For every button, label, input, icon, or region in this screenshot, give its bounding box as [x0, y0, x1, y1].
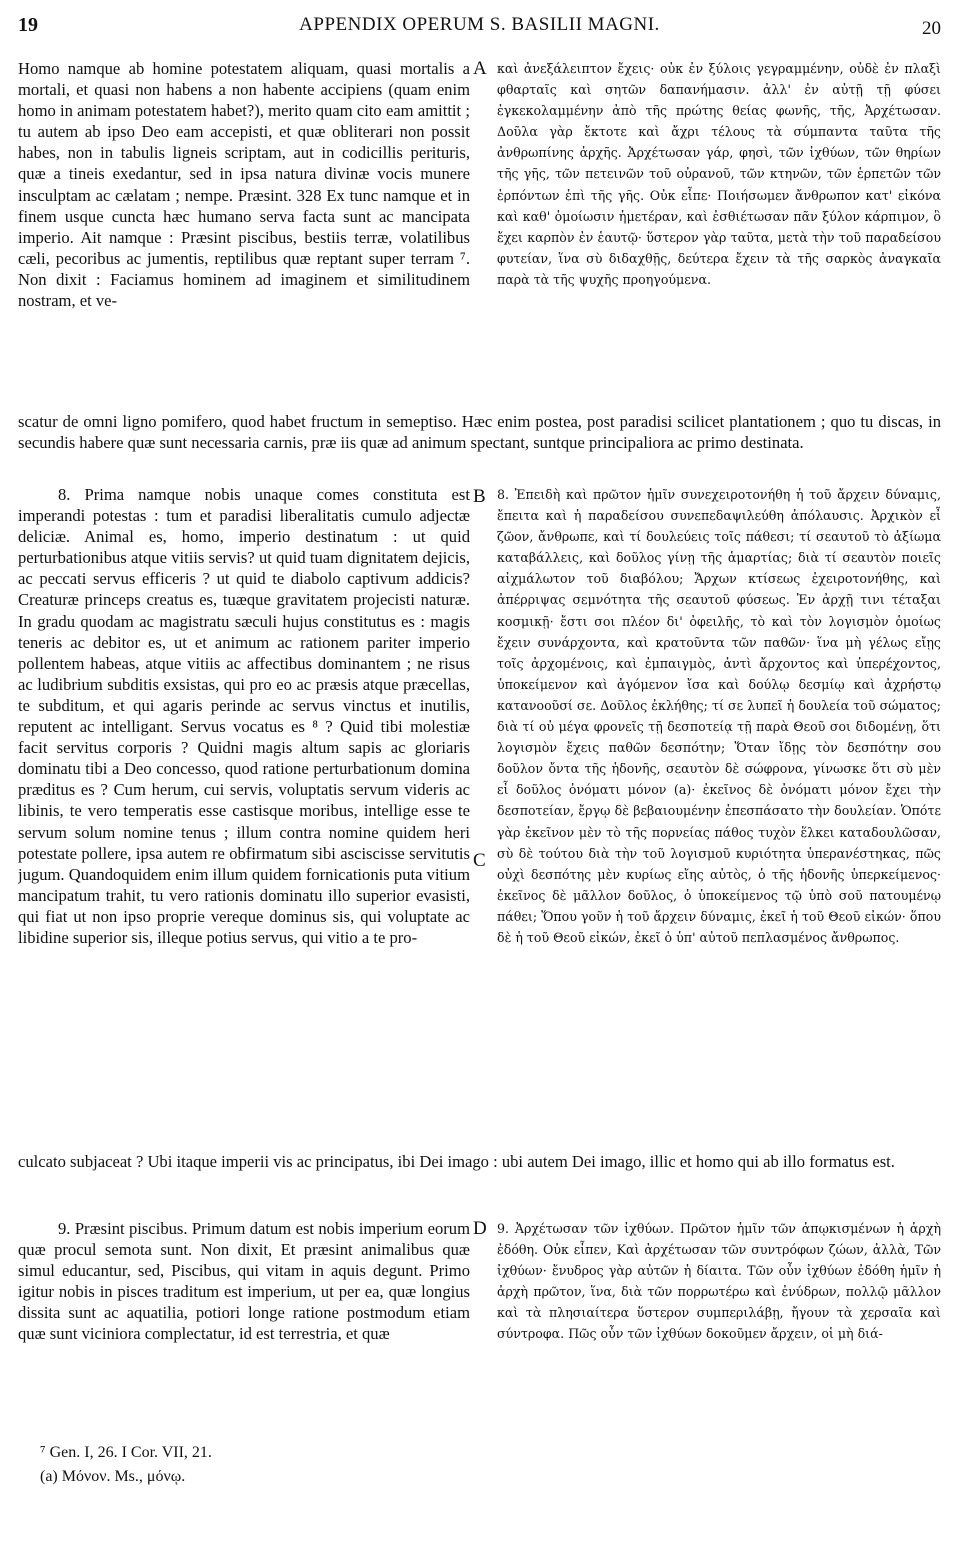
latin-column-1: Homo namque ab homine potestatem aliquam, quasi mortalis a mortali, et quasi non habens a non habente accipiens (quam enim homo in animam potestatem habet?), merito quam cito eam amittit ; tu autem ab ipso Deo eam accepisti, et quæ obliterari non possit habes, non in tabulis ligneis scriptam, aut in codicillis perituris, quæ a tineis exedantur, sed in ipsa natura divinæ vocis munere insculptam ac cælatam ; nempe. Præsint. 328 Ex tunc namque et in finem usque cuncta hæc humano serva facta sunt ac mancipata imperio. Ait namque : Præsint piscibus, bestiis terræ, volatilibus cæli, pecoribus ac jumentis, reptilibus quæ reptant super terram ⁷. Non dixit : Faciamus hominem ad imaginem et similitudinem nostram, et ve-	[18, 59, 470, 311]
column-marker-d: D	[473, 1218, 487, 1239]
running-title: APPENDIX OPERUM S. BASILII MAGNI.	[299, 14, 660, 35]
page-header	[18, 14, 941, 54]
latin-full-width-1: scatur de omni ligno pomifero, quod habet fructum in semeptiso. Hæc enim postea, post paradisi scilicet plantationem ; quo tu discas, in secundis habere quæ sunt necessaria carnis, præ iis quæ ad animum spectant, suntque principaliora ac primo destinata.	[18, 412, 941, 453]
column-marker-c: C	[473, 850, 486, 871]
greek-column-9: 9. Ἀρχέτωσαν τῶν ἰχθύων. Πρῶτον ἡμῖν τῶν ἀπῳκισμένων ἡ ἀρχὴ ἐδόθη. Οὐκ εἶπεν, Καὶ ἀρχέτωσαν τῶν συντρόφων ζώων, ἀλλὰ, Τῶν ἰχθύων· ἔνυδρος γὰρ αὐτῶν ἡ δίαιτα. Τῶν οὖν ἰχθύων ἐδόθη ἡμῖν ἡ ἀρχὴ πρῶτον, ἵνα, διὰ τῶν πορρωτέρω καὶ ἐνύδρων, πολλῷ μᾶλλον καὶ τὰ πλησιαίτερα ὕστερον συμπεριλάβῃ, ἤγουν τὰ χερσαῖα καὶ σύντροφα. Πῶς οὖν τῶν ἰχθύων δοκοῦμεν ἄρχειν, οἱ μὴ διά-	[497, 1221, 941, 1342]
column-marker-b: B	[473, 486, 486, 507]
page-number-left: 19	[18, 14, 38, 36]
greek-column-8: 8. Ἐπειδὴ καὶ πρῶτον ἡμῖν συνεχειροτονήθη ἡ τοῦ ἄρχειν δύναμις, ἔπειτα καὶ ἡ παραδείσου συνεπεδαψιλεύθη ἀπόλαυσις. Ἀρχικὸν εἶ ζῶον, ἄνθρωπε, καὶ τί δουλεύεις τοῖς πάθεσι; τί σεαυτοῦ τὸ ἀξίωμα καταβάλλεις, καὶ δοῦλος γίνῃ τῆς ἁμαρτίας; διὰ τί σεαυτὸν ποιεῖς αἰχμάλωτον τοῦ διαβόλου; Ἄρχων κτίσεως ἐχειροτονήθης, καὶ ἀπέρριψας σεμνότητα τῆς σεαυτοῦ φύσεως. Ἐν ἀρχῇ τινι τέταξαι κοσμικῇ· ἔστι σοι πλέον δι' ὀφειλῆς, τὸ καὶ τὸν λογισμὸν ὁμοίως ἔχειν συνάρχοντα, καὶ κρατοῦντα τῶν παθῶν· ἵνα μὴ γέλως εἴῃς τοῖς ἀρχομένοις, καὶ ἐμπαιγμὸς, ἀντὶ ἄρχοντος καὶ ὑπερέχοντος, ὑποκείμενον καὶ ἀγόμενον ἴσα καὶ δούλῳ δεσμίῳ καὶ ἀχρήστῳ κατανοοῦσί σε. Δοῦλος ἐκλήθης; τί σε λυπεῖ ἡ δουλεία τοῦ σώματος; διὰ τί οὐ μέγα φρονεῖς τῇ δεσποτείᾳ τῇ παρὰ Θεοῦ σοι διδομένῃ, ὅτι λογισμὸν ἔχεις παθῶν δεσπότην; Ὅταν ἴδῃς τὸν δεσπότην σου δοῦλον ὄντα τῆς ἡδονῆς, σεαυτὸν δὲ σώφρονα, γίνωσκε ὅτι σὺ μὲν εἶ δοῦλος ὀνόματι μόνον (a)· ἐκεῖνος δὲ ὀνόματι μόνον ἔχει τὴν δεσποτείαν, ἔργῳ δὲ βεβαιουμένην ἐπεσπάσατο τὴν δουλείαν. Ὁπότε γὰρ ἐκεῖνον μὲν τὸ τῆς πορνείας πάθος τυχὸν ἕλκει καταδουλῶσαν, σὺ δὲ τούτου διὰ τὴν τοῦ λογισμοῦ κυριότητα ὑπερανέστηκας, πῶς οὐχὶ δεσπότης μὲν κυρίως εἴης αὐτὸς, ὁ τῆς ἡδονῆς ὑπερκείμενος· ἐκεῖνος δὲ μᾶλλον δοῦλος, ὁ ὑποκείμενος τῷ ὑπὸ σοῦ πατουμένῳ πάθει; Ὅπου γοῦν ἡ τοῦ ἄρχειν δύναμις, ἐκεῖ ἡ τοῦ Θεοῦ εἰκών· ὅπου δὲ ἡ τοῦ Θεοῦ εἰκών, ἐκεῖ ὁ ὑπ' αὐτοῦ πεπλασμένος ἄνθρωπος.	[497, 487, 941, 945]
column-marker-a: A	[473, 58, 487, 79]
footnote-7: ⁷ Gen. I, 26. I Cor. VII, 21.	[40, 1444, 212, 1461]
greek-column-1: καὶ ἀνεξάλειπτον ἔχεις· οὐκ ἐν ξύλοις γεγραμμένην, οὐδὲ ἐν πλαξὶ φθαρταῖς καὶ σητῶν δαπανήμασιν. ἀλλ' ἐν αὐτῇ τῇ φύσει ἐγκεκολαμμένην ἀπὸ τῆς πρώτης θείας φωνῆς, τῆς, Ἀρχέτωσαν. Δοῦλα γὰρ ἔκτοτε καὶ ἄχρι τέλους τὰ σύμπαντα ταῦτα τῆς ἀνθρωπίνης ἀρχῆς. Ἀρχέτωσαν γάρ, φησὶ, τῶν ἰχθύων, τῶν θηρίων τῆς γῆς, τῶν πετεινῶν τοῦ οὐρανοῦ, τῶν κτηνῶν, τῶν ἑρπετῶν τῶν ἑρπόντων ἐπὶ τῆς γῆς. Οὐκ εἶπε· Ποιήσωμεν ἄνθρωπον κατ' εἰκόνα καὶ καθ' ὁμοίωσιν ἡμετέραν, καὶ ἐσθιέτωσαν πᾶν ξύλον κάρπιμον, ὃ ἔχει καρπὸν ἐν ἑαυτῷ· ὕστερον γὰρ ταῦτα, μετὰ τὴν τοῦ παραδείσου φυτείαν, ἵνα σὺ διδαχθῇς, δεύτερα ἔχειν τὰ τῆς σαρκὸς ἀναγκαῖα παρὰ τὰ τῆς ψυχῆς προηγούμενα.	[497, 61, 941, 287]
latin-column-9: 9. Præsint piscibus. Primum datum est nobis imperium eorum quæ procul semota sunt. Non dixit, Et præsint animalibus quæ simul educantur, sed, Piscibus, qui vitam in aquis degunt. Primo igitur nobis in pisces traditum est imperium, ut per ea, quæ longius dissita sunt ac aquatilia, potiori longe ratione postmodum etiam quæ sunt viciniora complectatur, id est terrestria, et quæ	[18, 1219, 470, 1344]
page-number-right: 20	[922, 18, 941, 39]
latin-full-width-8: culcato subjaceat ? Ubi itaque imperii vis ac principatus, ibi Dei imago : ubi autem Dei imago, illic et homo qui ab illo formatus est.	[18, 1152, 895, 1171]
footnote-a: (a) Μόνον. Ms., μόνῳ.	[40, 1468, 186, 1485]
latin-column-8: 8. Prima namque nobis unaque comes constituta est imperandi potestas : tum et paradisi liberalitatis cumulo adjectæ deliciæ. Animal es, homo, imperio destinatum : ut quid perturbationibus atque vitiis servis? ut quid tuam dignitatem dejicis, ac peccati servus efficeris ? ut quid te diabolo captivum addicis? Creaturæ princeps creatus es, tuæque gravitatem projecisti naturæ. In gradu quodam ac magistratu sæculi hujus constitutus es : magis teneris ac debitor es, ut et animum ac rationem pariter imperio pollentem habeas, atque vitiis ac affectibus dominantem ; ne risus ac ludibrium subditis exsistas, qui pro eo ac præsis atque præcellas, te subditum, et qui agaris perinde ac servus vinctus et inutilis, reputent ac intelligant. Servus vocatus es ⁸ ? Quid tibi molestiæ facit servitus corporis ? Quidni magis altum sapis ac gloriaris dominatu tibi a Deo concesso, quod ratione perturbationum domina præditus es ? Cum herum, cui servis, voluptatis servum videris ac libinis, te vero temperatis esse castisque moribus, intellige esse te servum solum nomine tenus ; illum contra nomine quidem heri potestate pollere, ipsa autem re obfirmatum sibi asciscisse servitutis jugum. Quandoquidem enim illum quidem fornicationis puta vitium mancipatum trahit, tu vero rationis dominatu illo superior evasisti, qui fiat ut non ipso proprie vereque dominus sis, qui voluptate ac libidine superior sis, illeque potius servus, qui vitio a te pro-	[18, 485, 470, 947]
